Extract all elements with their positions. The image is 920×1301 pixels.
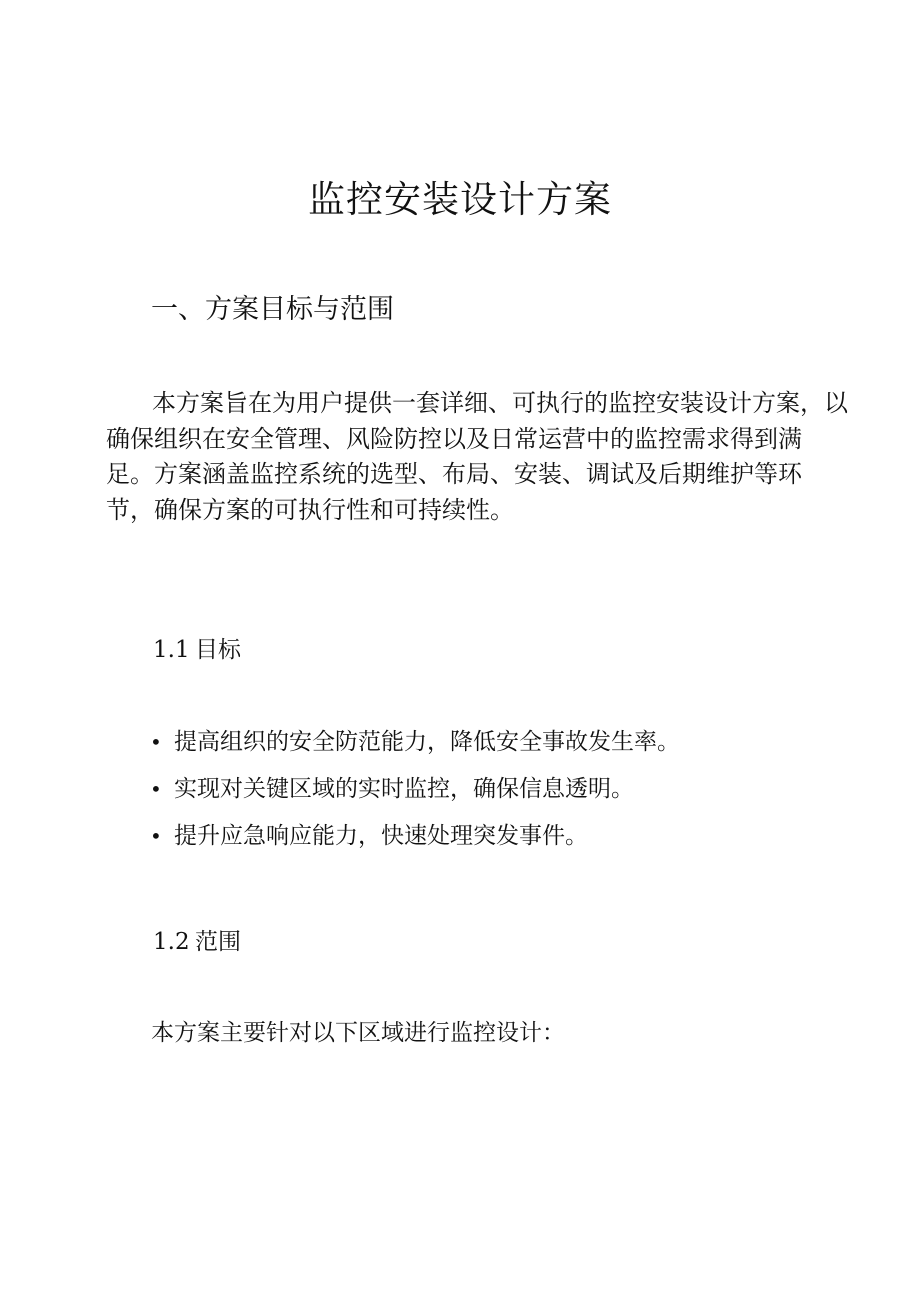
list-item	[150, 724, 680, 771]
intro-line: 足。方案涵盖监控系统的选型、布局、安装、调试及后期维护等环	[106, 460, 802, 488]
intro-line: 确保组织在安全管理、风险防控以及日常运营中的监控需求得到满	[106, 424, 802, 453]
intro-line: 节，确保方案的可执行性和可持续性。	[106, 495, 514, 524]
scope-label: 范围	[195, 929, 241, 955]
section-heading: 一、方案目标与范围	[151, 294, 394, 325]
intro-paragraph	[106, 386, 848, 528]
list-item-text: 提高组织的安全防范能力，降低安全事故发生率。	[174, 729, 680, 755]
scope-heading	[153, 925, 241, 959]
list-item-text: 实现对关键区域的实时监控，确保信息透明。	[174, 776, 634, 802]
goals-label: 目标	[195, 637, 241, 663]
document-title: 监控安装设计方案	[308, 178, 612, 221]
bullet-icon: •	[150, 730, 162, 754]
list-item	[150, 818, 680, 865]
goals-number: 1.1	[153, 637, 190, 663]
bullet-icon: •	[150, 824, 162, 848]
goals-list	[150, 724, 680, 865]
bullet-icon: •	[150, 777, 162, 801]
list-item-text: 提升应急响应能力，快速处理突发事件。	[174, 823, 588, 849]
goals-heading	[153, 633, 241, 667]
intro-line: 本方案旨在为用户提供一套详细、可执行的监控安装设计方案，以	[152, 389, 848, 417]
scope-intro: 本方案主要针对以下区域进行监控设计：	[151, 1020, 565, 1046]
list-item	[150, 771, 680, 818]
scope-number: 1.2	[153, 929, 190, 955]
